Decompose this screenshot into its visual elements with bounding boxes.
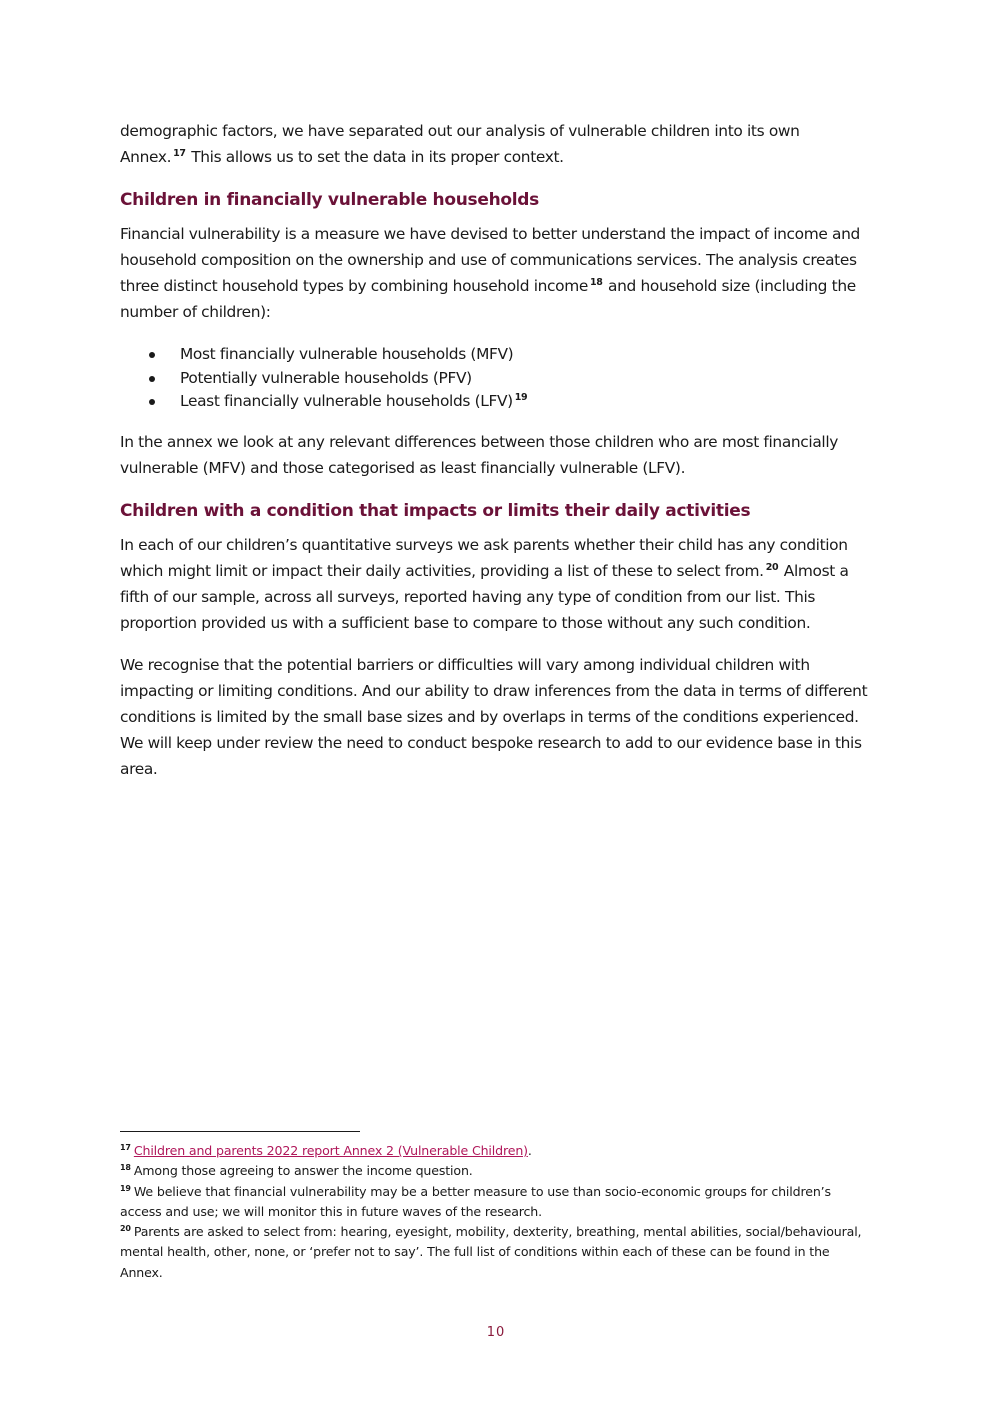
footnote-number: 18	[120, 1163, 131, 1173]
page-content	[120, 118, 868, 782]
annex-report-link[interactable]: Children and parents 2022 report Annex 2 (Vulnerable Children)	[133, 1143, 528, 1158]
financial-text: Financial vulnerability is a measure we have devised to better understand the impact of income and household composition on the ownership and use of communications services. The analysis creates three distinct household types by combining household income	[120, 225, 860, 295]
barriers-paragraph: We recognise that the potential barriers or difficulties will vary among individual children with impacting or limiting conditions. And our ability to draw inferences from the data in terms of different conditions is limited by the small base sizes and by overlaps in terms of the conditions experienced. We will keep under review the need to conduct bespoke research to add to our evidence base in this area.	[120, 655, 868, 778]
footnote-18	[120, 1161, 870, 1181]
household-type-list	[120, 343, 868, 414]
intro-text: demographic factors, we have separated out our analysis of vulnerable children into its own Annex.	[120, 122, 800, 166]
footnote-ref-20[interactable]: 20	[765, 561, 779, 573]
footnote-text: We believe that financial vulnerability may be a better measure to use than socio-economic groups for children’s access and use; we will monitor this in future waves of the research.	[120, 1183, 831, 1219]
intro-text-continued: This allows us to set the data in its proper context.	[186, 148, 564, 166]
list-item	[120, 390, 868, 414]
footnote-text: Parents are asked to select from: hearing, eyesight, mobility, dexterity, breathing, mental abilities, social/behavioural, mental health, other, none, or ‘prefer not to say’. The full list of conditions within each of these can be found in the Annex.	[120, 1224, 862, 1280]
section-heading-conditions: Children with a condition that impacts or limits their daily activities	[120, 500, 751, 521]
footnote-ref-17[interactable]: 17	[173, 148, 186, 159]
footnote-19	[120, 1182, 870, 1223]
financial-paragraph	[120, 221, 868, 325]
footnotes	[120, 1141, 870, 1283]
financial-annex-paragraph: In the annex we look at any relevant differences between those children who are most financially vulnerable (MFV) and those categorised as least financially vulnerable (LFV).	[120, 432, 839, 477]
footnote-text: .	[527, 1143, 532, 1158]
bullet-icon	[149, 399, 155, 405]
footnote-number: 17	[120, 1143, 131, 1152]
bullet-icon	[149, 352, 155, 358]
list-item-text: Least financially vulnerable households (LFV)	[180, 392, 513, 410]
footnote-number: 20	[120, 1224, 131, 1234]
conditions-text: In each of our children’s quantitative surveys we ask parents whether their child has any condition which might limit or impact their daily activities, providing a list of these to select from.	[120, 535, 848, 580]
bullet-icon	[149, 376, 155, 382]
list-item	[120, 367, 868, 391]
conditions-paragraph	[120, 532, 868, 636]
footnote-20	[120, 1222, 870, 1283]
footnote-ref-19[interactable]: 19	[514, 392, 528, 403]
intro-paragraph	[120, 118, 868, 170]
conditions-text-continued: Almost a fifth of our sample, across all surveys, reported having any type of condition from our list. This proportion provided us with a sufficient base to compare to those without any such condition.	[120, 561, 849, 632]
list-item	[120, 343, 868, 367]
footnote-text: Among those agreeing to answer the income question.	[133, 1163, 473, 1179]
footnote-divider	[120, 1131, 360, 1132]
footnote-ref-18[interactable]: 18	[589, 277, 603, 288]
list-item-text: Most financially vulnerable households (MFV)	[180, 345, 514, 363]
financial-text-continued: and household size (including the number of children):	[120, 277, 856, 321]
page-number: 10	[486, 1325, 506, 1340]
footnote-number: 19	[120, 1183, 131, 1193]
section-heading-financial: Children in financially vulnerable households	[120, 190, 539, 210]
footnote-17	[120, 1141, 870, 1161]
list-item-text: Potentially vulnerable households (PFV)	[180, 368, 472, 387]
